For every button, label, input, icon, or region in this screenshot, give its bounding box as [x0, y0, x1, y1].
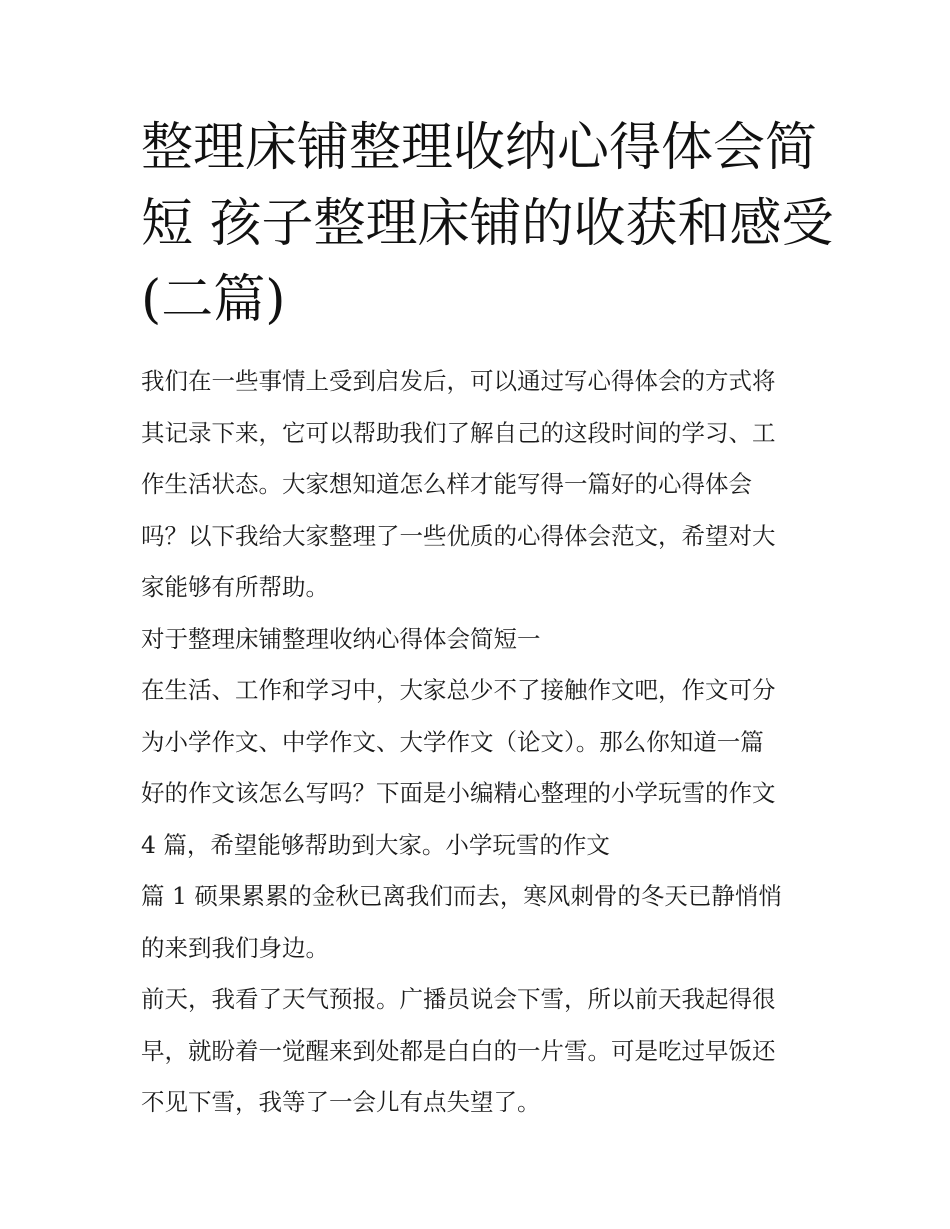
- text-line: 家能够有所帮助。: [141, 573, 329, 601]
- body-paragraph: [141, 665, 813, 871]
- title-line: (二篇): [141, 270, 286, 330]
- text-line: 不见下雪，我等了一会儿有点失望了。: [141, 1088, 541, 1116]
- text-line: 吗？以下我给大家整理了一些优质的心得体会范文，希望对大: [141, 521, 776, 550]
- text-line: 前天，我看了天气预报。广播员说会下雪，所以前天我起得很: [141, 985, 776, 1013]
- text-line: 4 篇，希望能够帮助到大家。小学玩雪的作文: [141, 830, 610, 859]
- text-line: 篇 1 硕果累累的金秋已离我们而去，寒风刺骨的冬天已静悄悄: [141, 882, 782, 910]
- text-line: 作生活状态。大家想知道怎么样才能写得一篇好的心得体会: [141, 470, 752, 498]
- document-content: [141, 110, 834, 1129]
- text-line: 其记录下来，它可以帮助我们了解自己的这段时间的学习、工: [141, 418, 776, 447]
- body-paragraph: [141, 871, 813, 974]
- text-line: 早，就盼着一觉醒来到处都是白白的一片雪。可是吃过早饭还: [141, 1036, 776, 1065]
- title-line: 短 孩子整理床铺的收获和感受: [141, 194, 834, 254]
- text-line: 为小学作文、中学作文、大学作文（论文）。那么你知道一篇: [141, 727, 764, 756]
- intro-paragraph: [141, 356, 813, 614]
- text-line: 的来到我们身边。: [141, 933, 329, 962]
- document-title: [141, 110, 834, 338]
- text-line: 在生活、工作和学习中，大家总少不了接触作文吧，作文可分: [141, 676, 776, 704]
- section-heading: [141, 614, 813, 666]
- body-paragraph: [141, 974, 813, 1129]
- text-line: 我们在一些事情上受到启发后，可以通过写心得体会的方式将: [141, 367, 776, 395]
- title-line: 整理床铺整理收纳心得体会简: [141, 118, 818, 178]
- document-body: [141, 356, 813, 1129]
- text-line: 好的作文该怎么写吗？下面是小编精心整理的小学玩雪的作文: [141, 779, 776, 807]
- text-line: 对于整理床铺整理收纳心得体会简短一: [141, 624, 541, 653]
